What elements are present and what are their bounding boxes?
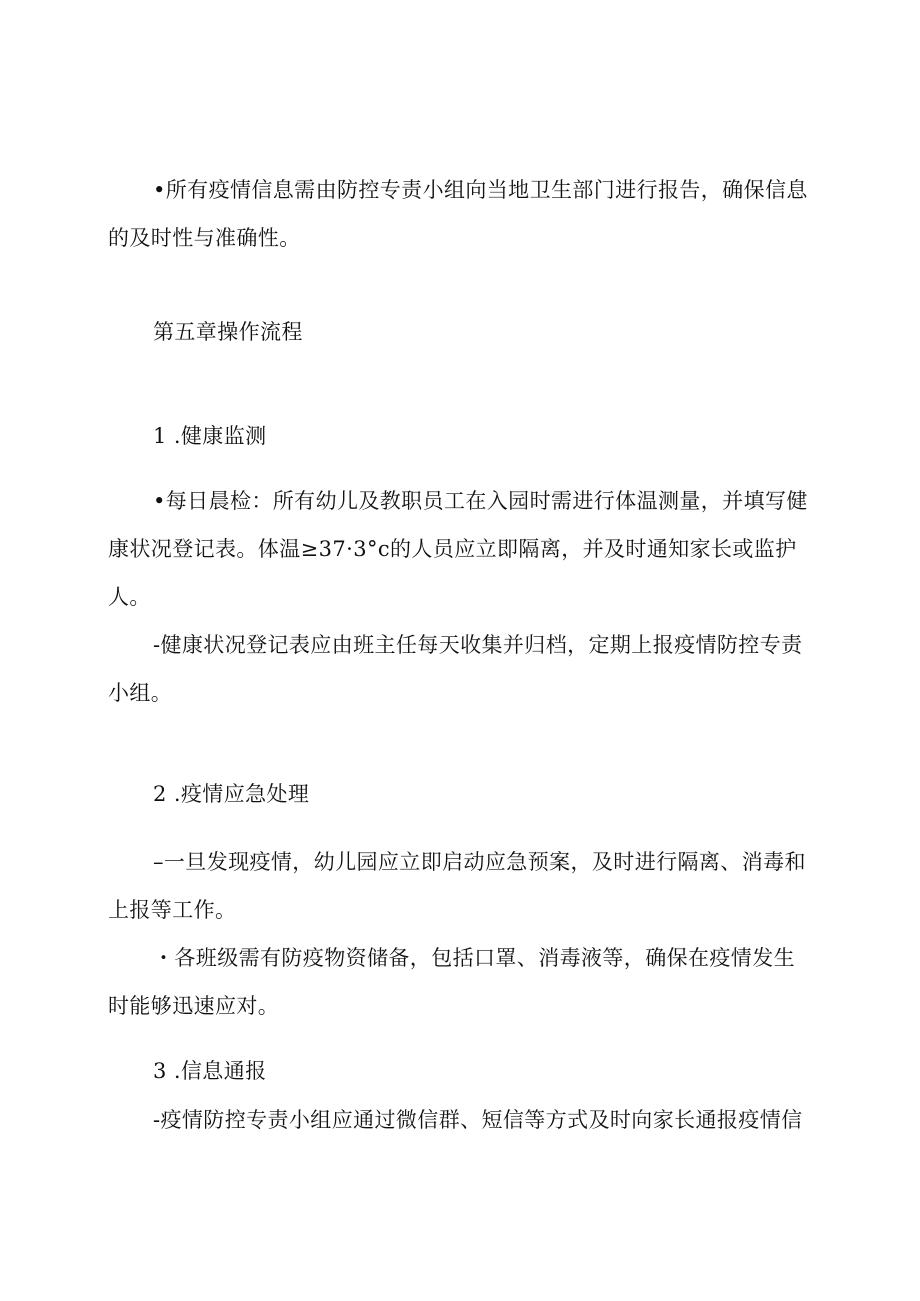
paragraph-line: •每日晨检：所有幼儿及教职员工在入园时需进行体温测量，并填写健 bbox=[153, 489, 808, 513]
section-heading: 2 .疫情应急处理 bbox=[153, 782, 310, 806]
section-heading: 3 .信息通报 bbox=[153, 1059, 267, 1083]
paragraph-line: -疫情防控专责小组应通过微信群、短信等方式及时向家长通报疫情信 bbox=[153, 1108, 803, 1132]
paragraph-line: 上报等工作。 bbox=[108, 898, 237, 922]
paragraph-line: ・各班级需有防疫物资储备，包括口罩、消毒液等，确保在疫情发生 bbox=[153, 946, 795, 970]
paragraph-line: 人。 bbox=[108, 585, 151, 609]
paragraph-line: 时能够迅速应对。 bbox=[108, 994, 280, 1018]
paragraph-line: -健康状况登记表应由班主任每天收集并归档，定期上报疫情防控专责 bbox=[153, 633, 803, 657]
paragraph-line: –一旦发现疫情，幼儿园应立即启动应急预案，及时进行隔离、消毒和 bbox=[153, 850, 806, 874]
chapter-heading: 第五章操作流程 bbox=[153, 320, 303, 344]
paragraph-line: 的及时性与准确性。 bbox=[108, 226, 301, 250]
paragraph-line: 小组。 bbox=[108, 681, 173, 705]
paragraph-line: •所有疫情信息需由防控专责小组向当地卫生部门进行报告，确保信息 bbox=[153, 178, 808, 202]
section-heading: 1 .健康监测 bbox=[153, 424, 267, 448]
paragraph-line: 康状况登记表。体温≥37·3°c的人员应立即隔离，并及时通知家长或监护 bbox=[108, 537, 797, 561]
